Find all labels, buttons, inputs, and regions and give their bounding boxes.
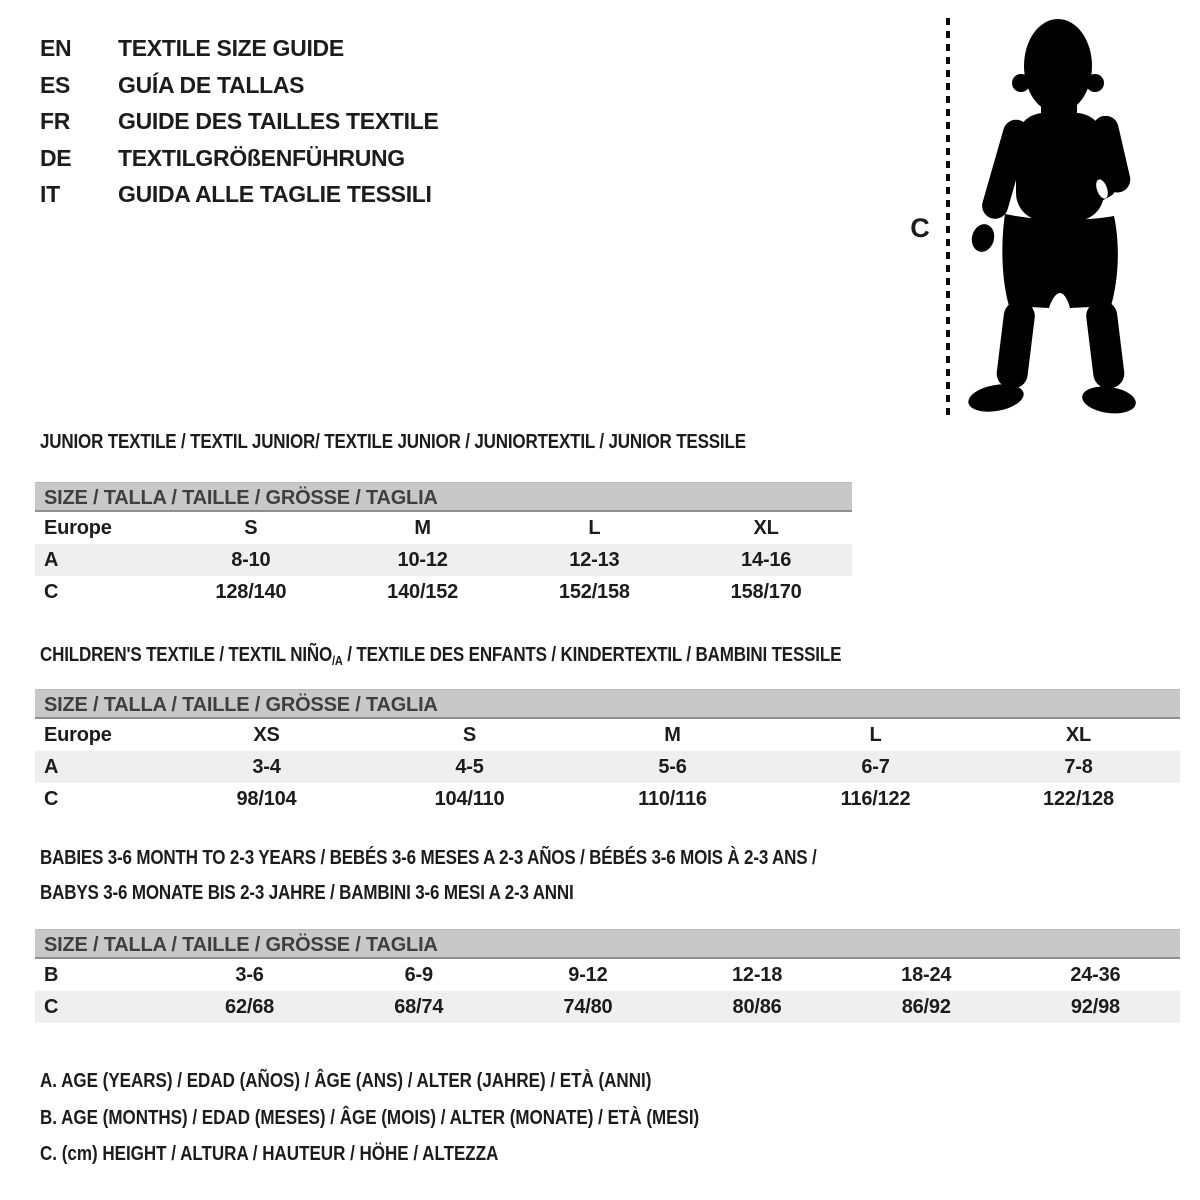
measurement-legend bbox=[40, 1063, 816, 1173]
guide-title: GUÍA DE TALLAS bbox=[118, 71, 305, 98]
table-row-age-years bbox=[35, 544, 852, 576]
table-cell: 116/122 bbox=[840, 787, 911, 810]
table-cell: 80/86 bbox=[732, 995, 782, 1018]
table-cell: S bbox=[462, 723, 477, 746]
language-row-fr bbox=[40, 103, 439, 140]
table-cell: 140/152 bbox=[387, 580, 459, 603]
table-cell: 74/80 bbox=[563, 995, 613, 1018]
table-cell: 24-36 bbox=[1070, 963, 1121, 986]
language-code: IT bbox=[40, 181, 60, 207]
table-cell: 9-12 bbox=[568, 963, 608, 986]
section-heading-babies bbox=[40, 841, 954, 911]
table-cell: 10-12 bbox=[397, 548, 448, 571]
language-row-de bbox=[40, 140, 439, 177]
language-title-block bbox=[40, 30, 439, 213]
row-label: A bbox=[44, 548, 59, 571]
table-cell: 68/74 bbox=[394, 995, 444, 1018]
table-cell: L bbox=[588, 516, 601, 539]
section-heading-junior bbox=[40, 431, 870, 454]
table-cell: L bbox=[869, 723, 882, 746]
language-code: DE bbox=[40, 144, 72, 171]
language-code: FR bbox=[40, 108, 71, 134]
row-label: B bbox=[44, 963, 59, 986]
toddler-silhouette-icon bbox=[963, 16, 1141, 420]
table-cell: 7-8 bbox=[1064, 755, 1093, 778]
table-row-age-months bbox=[35, 959, 1180, 991]
table-header-bar: SIZE / TALLA / TAILLE / GRÖSSE / TAGLIA bbox=[35, 689, 1180, 719]
section-heading-babies-line2: BABYS 3-6 MONATE BIS 2-3 JAHRE / BAMBINI 3-6 MESI A 2-3 ANNI bbox=[40, 882, 574, 904]
table-cell: 92/98 bbox=[1070, 995, 1120, 1018]
section-heading-junior-text: JUNIOR TEXTILE / TEXTIL JUNIOR/ TEXTILE JUNIOR / JUNIORTEXTIL / JUNIOR TESSILE bbox=[40, 431, 746, 453]
table-row-age-years bbox=[35, 751, 1180, 783]
language-row-en bbox=[40, 30, 439, 67]
table-cell: 98/104 bbox=[236, 787, 297, 810]
table-cell: M bbox=[414, 516, 431, 539]
table-cell: 104/110 bbox=[434, 787, 505, 810]
language-row-it bbox=[40, 176, 439, 213]
row-label: C bbox=[44, 995, 59, 1018]
row-label: Europe bbox=[44, 516, 112, 539]
table-cell: 14-16 bbox=[741, 548, 792, 571]
legend-line-b: B. AGE (MONTHS) / EDAD (MESES) / ÂGE (MOIS) / ALTER (MONATE) / ETÀ (MESI) bbox=[40, 1106, 700, 1129]
table-cell: XL bbox=[753, 516, 779, 539]
section-heading-children bbox=[40, 644, 983, 668]
row-label: A bbox=[44, 755, 59, 778]
table-row-height bbox=[35, 576, 852, 608]
section-heading-babies-line1: BABIES 3-6 MONTH TO 2-3 YEARS / BEBÉS 3-6 MESES A 2-3 AÑOS / BÉBÉS 3-6 MOIS À 2-3 ANS / bbox=[40, 847, 817, 869]
row-label: C bbox=[44, 580, 59, 603]
table-cell: 152/158 bbox=[558, 580, 630, 603]
legend-line-a: A. AGE (YEARS) / EDAD (AÑOS) / ÂGE (ANS) / ALTER (JAHRE) / ETÀ (ANNI) bbox=[40, 1070, 652, 1092]
table-cell: M bbox=[664, 723, 681, 746]
table-cell: 3-4 bbox=[252, 755, 281, 778]
section-heading-children-text bbox=[40, 644, 841, 668]
language-code: ES bbox=[40, 71, 71, 98]
guide-title: TEXTILGRÖßENFÜHRUNG bbox=[118, 144, 405, 171]
height-marker-dashed-line bbox=[946, 18, 950, 416]
table-cell: S bbox=[244, 516, 258, 539]
table-header-bar: SIZE / TALLA / TAILLE / GRÖSSE / TAGLIA bbox=[35, 929, 1180, 959]
table-cell: 86/92 bbox=[901, 995, 951, 1018]
table-cell: 18-24 bbox=[901, 963, 952, 986]
table-row-height bbox=[35, 783, 1180, 815]
table-row-europe bbox=[35, 719, 1180, 751]
table-cell: 4-5 bbox=[455, 755, 484, 778]
height-marker-label: C bbox=[910, 213, 930, 243]
table-row-height bbox=[35, 991, 1180, 1023]
table-cell: 12-18 bbox=[732, 963, 783, 986]
table-cell: 122/128 bbox=[1043, 787, 1114, 810]
heading-children-sub: /A bbox=[332, 653, 343, 668]
language-code: EN bbox=[40, 35, 72, 61]
heading-children-post: / TEXTILE DES ENFANTS / KINDERTEXTIL / BAMBINI TESSILE bbox=[342, 644, 842, 666]
size-table-junior bbox=[35, 482, 852, 608]
table-row-europe bbox=[35, 512, 852, 544]
guide-title: TEXTILE SIZE GUIDE bbox=[118, 35, 344, 61]
table-cell: XL bbox=[1065, 723, 1092, 746]
guide-title: GUIDE DES TAILLES TEXTILE bbox=[118, 108, 439, 134]
table-cell: 12-13 bbox=[569, 548, 620, 571]
row-label: Europe bbox=[44, 723, 112, 746]
table-cell: XS bbox=[253, 723, 280, 746]
table-cell: 128/140 bbox=[215, 580, 287, 603]
language-row-es bbox=[40, 67, 439, 104]
table-cell: 5-6 bbox=[658, 755, 687, 778]
legend-line-c: C. (cm) HEIGHT / ALTURA / HAUTEUR / HÖHE / ALTEZZA bbox=[40, 1143, 499, 1165]
guide-title: GUIDA ALLE TAGLIE TESSILI bbox=[118, 181, 432, 207]
table-cell: 6-9 bbox=[404, 963, 433, 986]
table-header-bar: SIZE / TALLA / TAILLE / GRÖSSE / TAGLIA bbox=[35, 482, 852, 512]
table-cell: 3-6 bbox=[235, 963, 264, 986]
table-cell: 6-7 bbox=[861, 755, 890, 778]
heading-children-pre: CHILDREN'S TEXTILE / TEXTIL NIÑO bbox=[40, 644, 333, 666]
size-table-children bbox=[35, 689, 1180, 815]
size-table-babies bbox=[35, 929, 1180, 1023]
table-cell: 110/116 bbox=[638, 787, 707, 810]
row-label: C bbox=[44, 787, 59, 810]
table-cell: 8-10 bbox=[231, 548, 271, 571]
table-cell: 62/68 bbox=[225, 995, 275, 1018]
table-cell: 158/170 bbox=[730, 580, 802, 603]
